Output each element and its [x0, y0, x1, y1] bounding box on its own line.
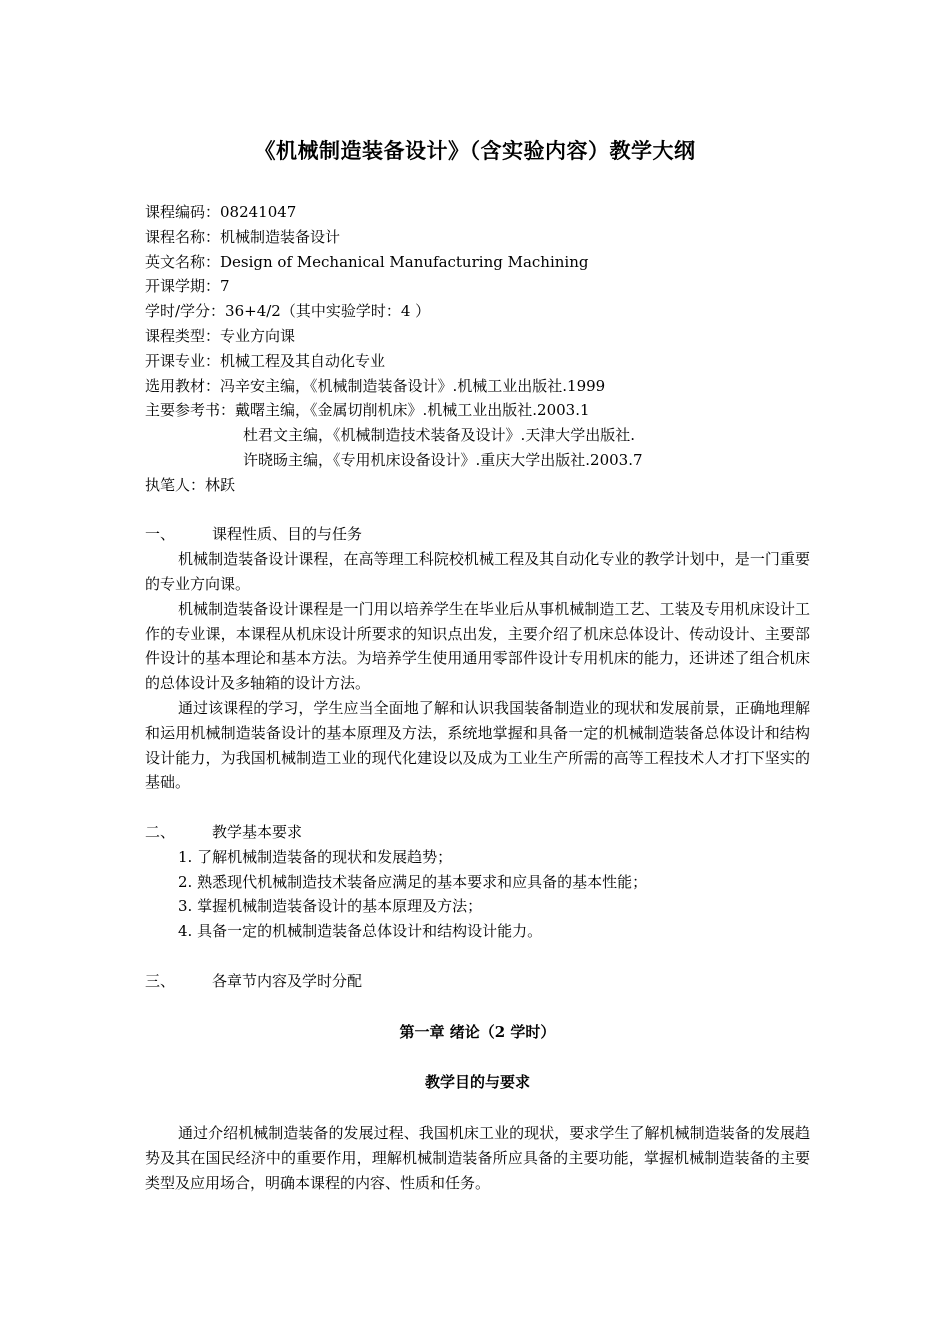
- course-hours: 学时/学分：36+4/2（其中实验学时：4 ）: [145, 302, 431, 321]
- spacer: [145, 1044, 810, 1070]
- section-1-title: 课程性质、目的与任务: [212, 525, 363, 544]
- section-1-paragraph-2: 机械制造装备设计课程是一门用以培养学生在毕业后从事机械制造工艺、工装及专用机床设计工作的专业课，本课程从机床设计所要求的知识点出发，主要介绍了机床总体设计、传动设计、主要部件设计的基本理论和基本方法。为培养学生使用通用零部件设计专用机床的能力，还讲述了组合机床的总体设计及多轴箱的设计方法。: [145, 599, 810, 693]
- document-title: 《机械制造装备设计》（含实验内容）教学大纲: [254, 138, 696, 163]
- section-1-heading: [145, 522, 810, 547]
- document-body: [145, 200, 810, 1195]
- english-name: 英文名称：Design of Mechanical Manufacturing Machining: [145, 252, 589, 271]
- chapter-1-title: 第一章 绪论（2 学时）: [399, 1022, 556, 1041]
- section-2-number: 二、: [145, 822, 176, 841]
- course-name: 课程名称：机械制造装备设计: [145, 227, 341, 246]
- spacer: [145, 498, 810, 523]
- requirement-item: 1. 了解机械制造装备的现状和发展趋势；: [178, 847, 453, 866]
- requirement-item: 4. 具备一定的机械制造装备总体设计和结构设计能力。: [178, 922, 543, 941]
- chapter-1-subtitle: 教学目的与要求: [424, 1073, 530, 1092]
- section-1-paragraph-1: 机械制造装备设计课程，在高等理工科院校机械工程及其自动化专业的教学计划中，是一门重要的专业方向课。: [145, 550, 810, 593]
- requirement-item: 2. 熟悉现代机械制造技术装备应满足的基本要求和应具备的基本性能；: [178, 872, 648, 891]
- section-1-number: 一、: [145, 525, 176, 544]
- reference-book-1: 主要参考书：戴曙主编，《金属切削机床》.机械工业出版社.2003.1: [145, 401, 590, 420]
- reference-book-2: 杜君文主编，《机械制造技术装备及设计》.天津大学出版社.: [243, 426, 636, 445]
- chapter-1-paragraph-1: 通过介绍机械制造装备的发展过程、我国机床工业的现状，要求学生了解机械制造装备的发展趋势及其在国民经济中的重要作用，理解机械制造装备所应具备的主要功能，掌握机械制造装备的主要类型及应用场合，明确本课程的内容、性质和任务。: [145, 1124, 810, 1192]
- section-3-number: 三、: [145, 971, 176, 990]
- course-type: 课程类型：专业方向课: [145, 326, 296, 345]
- spacer: [145, 795, 810, 820]
- spacer: [145, 1095, 810, 1121]
- section-1-paragraph-3: 通过该课程的学习，学生应当全面地了解和认识我国装备制造业的现状和发展前景，正确地理解和运用机械制造装备设计的基本原理及方法，系统地掌握和具备一定的机械制造装备总体设计和结构设计能力，为我国机械制造工业的现代化建设以及成为工业生产所需的高等工程技术人才打下坚实的基础。: [145, 698, 810, 792]
- section-2-heading: [145, 820, 810, 845]
- section-2-title: 教学基本要求: [212, 822, 303, 841]
- author: 执笔人：林跃: [145, 475, 236, 494]
- course-term: 开课学期：7: [145, 277, 230, 296]
- section-3-heading: [145, 969, 810, 994]
- spacer: [145, 944, 810, 969]
- section-3-title: 各章节内容及学时分配: [212, 971, 363, 990]
- course-code: 课程编码：08241047: [145, 203, 297, 221]
- textbook: 选用教材：冯辛安主编，《机械制造装备设计》.机械工业出版社.1999: [145, 376, 606, 395]
- requirement-item: 3. 掌握机械制造装备设计的基本原理及方法；: [178, 897, 483, 916]
- spacer: [145, 994, 810, 1020]
- reference-book-3: 许晓旸主编，《专用机床设备设计》.重庆大学出版社.2003.7: [243, 450, 643, 469]
- course-major: 开课专业：机械工程及其自动化专业: [145, 351, 386, 370]
